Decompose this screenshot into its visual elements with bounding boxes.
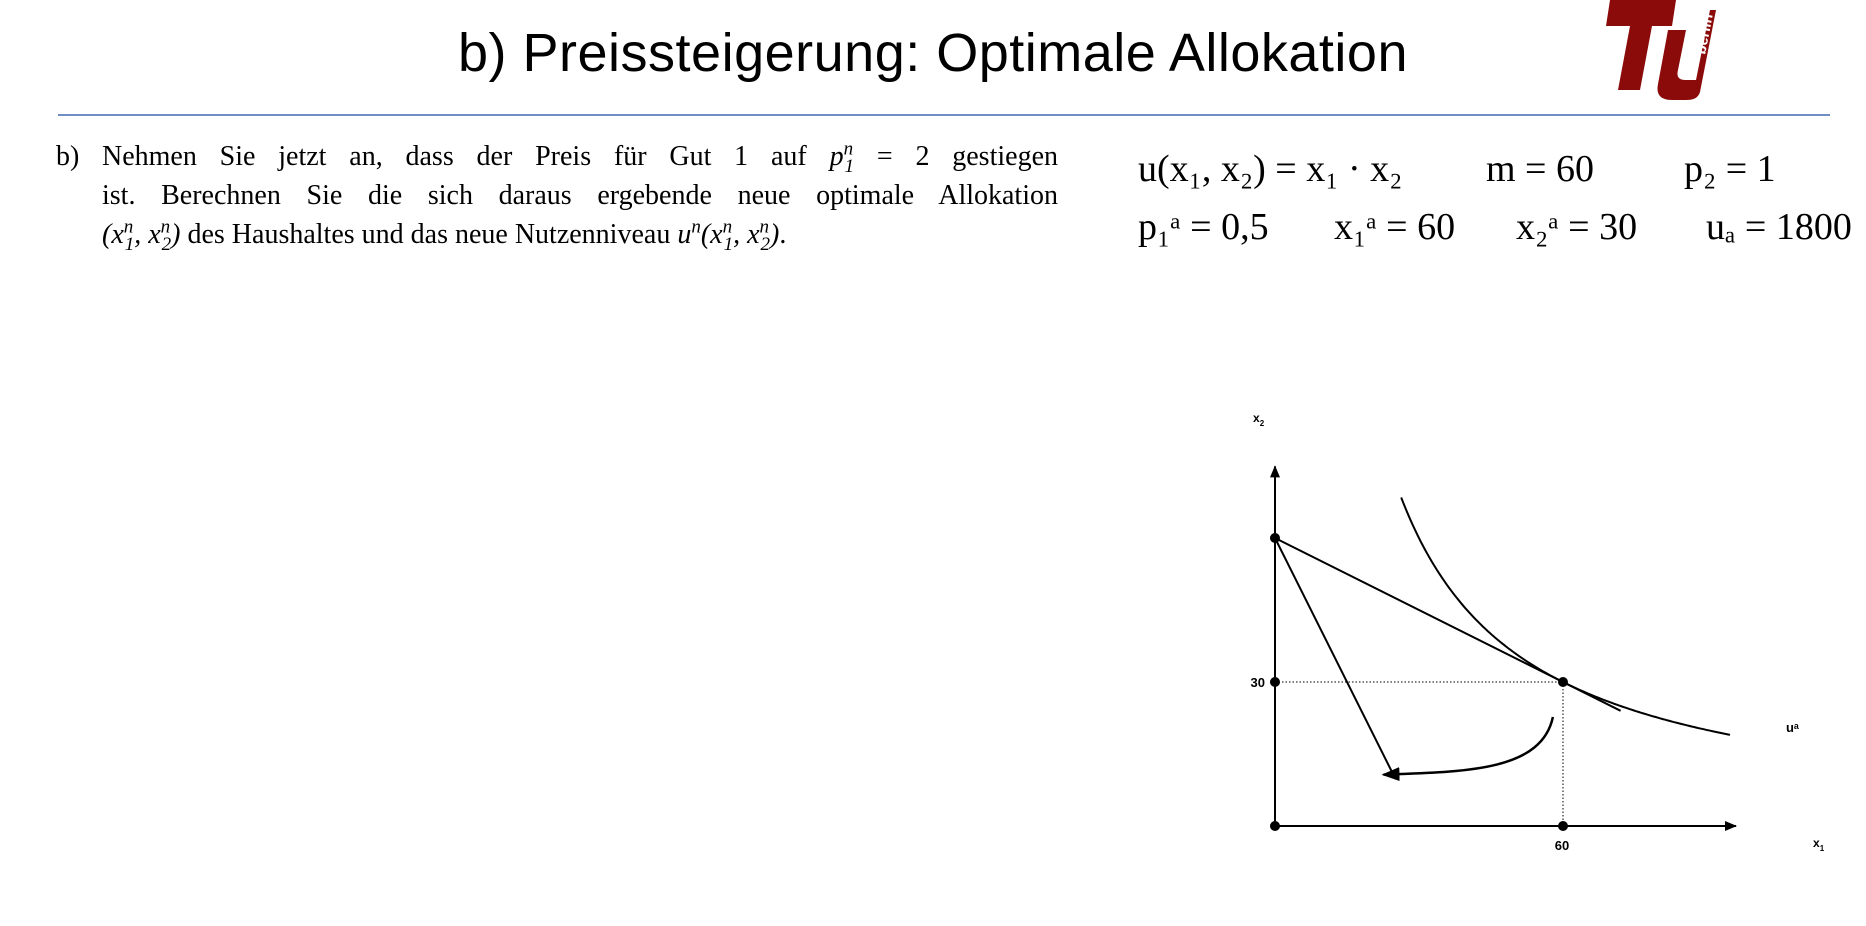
tu-berlin-logo-mark bbox=[1606, 0, 1717, 100]
task-line-1: Nehmen Sie jetzt an, dass der Preis für Gut 1 auf $p^n_1 = 2$ gestiegen bbox=[102, 138, 1058, 177]
point-y-tick-30 bbox=[1270, 677, 1280, 687]
y-tick-label: 30 bbox=[1250, 675, 1265, 690]
price-good-2: p₂ = 1 bbox=[1684, 148, 1776, 190]
utility-function: u(x₁, x₂) = x₁ · x₂ bbox=[1138, 148, 1403, 190]
task-text bbox=[102, 137, 1058, 254]
task-line-2: ist. Berechnen Sie die sich daraus ergebende neue optimale Allokation bbox=[102, 180, 1058, 211]
page-title: b) Preissteigerung: Optimale Allokation bbox=[458, 23, 1408, 83]
point-optimum bbox=[1558, 677, 1568, 687]
y-axis-label: $x_2$ bbox=[1253, 411, 1265, 428]
new-utility-symbol: $u^n(x^n_1$, $x^n_2$) bbox=[677, 216, 780, 255]
indifference-curve bbox=[1401, 498, 1730, 735]
tu-berlin-logo bbox=[1606, 0, 1718, 100]
x-axis-label: $x_1$ bbox=[1813, 836, 1825, 853]
title-divider bbox=[58, 114, 1830, 116]
old-quantity-good-1: x₁ᵃ = 60 bbox=[1334, 206, 1456, 248]
svg-text:berlin: berlin bbox=[1692, 12, 1717, 56]
budget-line-new bbox=[1275, 538, 1394, 776]
income-value: m = 60 bbox=[1486, 148, 1594, 190]
old-quantity-good-2: x₂ᵃ = 30 bbox=[1516, 206, 1638, 248]
point-origin bbox=[1270, 821, 1280, 831]
new-allocation-symbol: ($x^n_1$, $x^n_2$) bbox=[102, 216, 181, 255]
new-price-symbol: $p^n_1$ bbox=[829, 138, 855, 177]
budget-indifference-diagram bbox=[1230, 398, 1866, 866]
point-y-intercept bbox=[1270, 533, 1280, 543]
task-line-3: ($x^n_1$, $x^n_2$) des Haushaltes und das neue Nutzenniveau $u^n(x^n_1$, $x^n_2$). bbox=[102, 216, 787, 255]
old-utility-level: uₐ = 1800 bbox=[1706, 206, 1852, 248]
x-axis-label-subscript: 1 bbox=[1819, 844, 1825, 853]
x-tick-label: 60 bbox=[1554, 838, 1570, 853]
y-axis-label-subscript: 2 bbox=[1259, 419, 1265, 428]
task-label: b) bbox=[56, 141, 80, 172]
budget-line-old bbox=[1275, 538, 1621, 711]
old-price-good-1: p₁ᵃ = 0,5 bbox=[1138, 206, 1269, 248]
point-x-tick-60 bbox=[1558, 821, 1568, 831]
indifference-curve-label: uᵃ bbox=[1786, 720, 1799, 735]
rotation-arrow bbox=[1383, 717, 1552, 775]
